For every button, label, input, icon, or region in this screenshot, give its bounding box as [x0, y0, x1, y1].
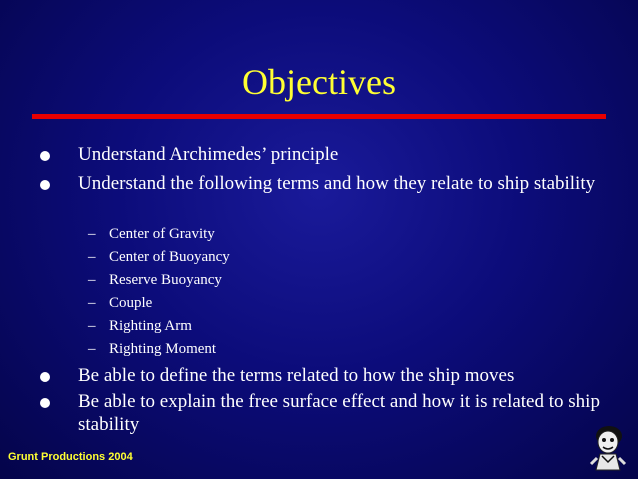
sub-item-text: Center of Buoyancy	[109, 249, 230, 265]
bullet-text: Be able to define the terms related to how the ship moves	[78, 365, 515, 386]
sub-item-dash: –	[88, 341, 96, 357]
sub-item-text: Righting Arm	[109, 318, 192, 334]
sub-item-text: Righting Moment	[109, 341, 217, 357]
footer-credit: Grunt Productions 2004	[8, 451, 133, 463]
bullet-dot-icon	[40, 398, 50, 408]
sub-item-dash: –	[88, 295, 96, 311]
sub-item-dash: –	[88, 226, 96, 242]
slide-title: Objectives	[242, 62, 396, 102]
sub-item-dash: –	[88, 249, 96, 265]
sub-item-text: Center of Gravity	[109, 226, 215, 242]
sub-item-text: Reserve Buoyancy	[109, 272, 222, 288]
sub-item-dash: –	[88, 318, 96, 334]
sub-item-dash: –	[88, 272, 96, 288]
bullet-text: Be able to explain the free surface effect and how it is related to ship stability	[78, 391, 600, 435]
cartoon-character-logo-icon	[588, 424, 628, 472]
bullet-text: Understand the following terms and how they relate to ship stability	[78, 173, 596, 194]
bullet-dot-icon	[40, 180, 50, 190]
bullet-dot-icon	[40, 151, 50, 161]
bullet-text: Understand Archimedes’ principle	[78, 144, 339, 165]
sub-item-text: Couple	[109, 295, 153, 311]
bullet-dot-icon	[40, 372, 50, 382]
